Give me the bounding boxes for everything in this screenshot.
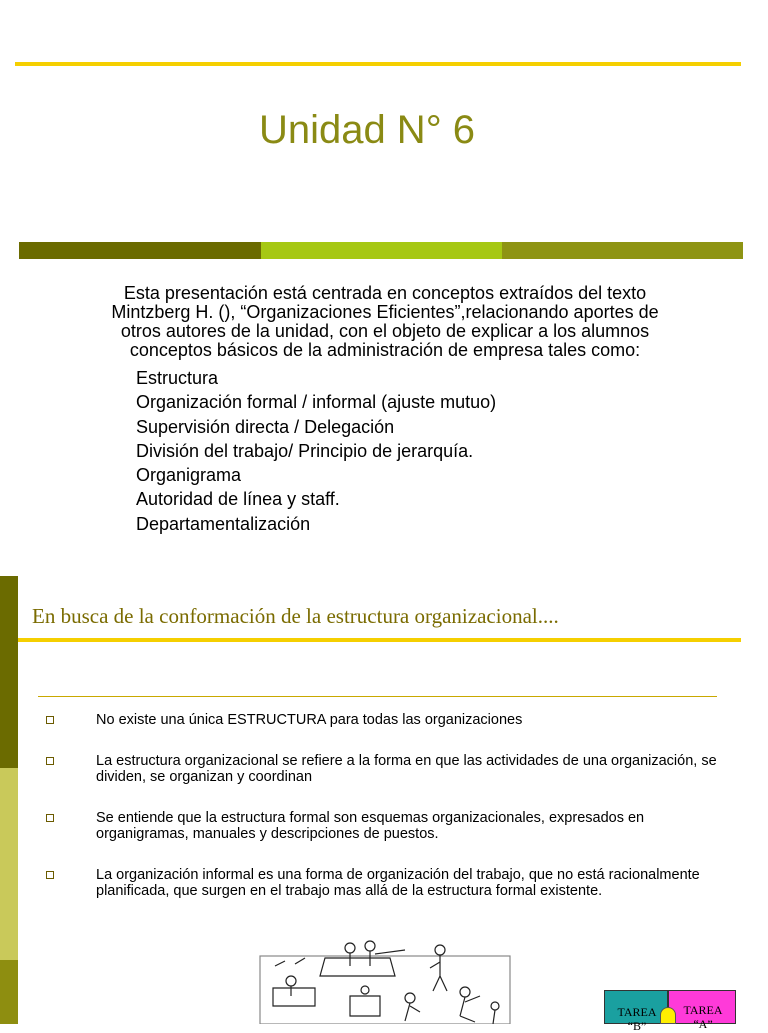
- topic-item: Organización formal / informal (ajuste mutuo): [136, 392, 497, 413]
- left-sidebar-light: [0, 768, 18, 960]
- divider-segment-olive-mid: [502, 242, 743, 259]
- divider-segment-olive: [19, 242, 261, 259]
- office-workers-illustration: [255, 936, 515, 1024]
- divider-segment-lime: [261, 242, 502, 259]
- tarea-b-line2: “B”: [627, 1019, 647, 1033]
- topic-item: Organigrama: [136, 465, 242, 486]
- tarea-a-box: [668, 990, 736, 1031]
- tarea-b-box: [604, 990, 668, 1033]
- slide2-title-underline: [18, 638, 741, 642]
- left-sidebar-olive: [0, 576, 18, 768]
- bullet-text: La organización informal es una forma de organización del trabajo, que no está racionalmente planificada, que surgen en el trabajo mas allá de la estructura formal existente.: [96, 866, 700, 899]
- tarea-diagram: [604, 990, 736, 1033]
- topic-item: Estructura: [136, 368, 219, 388]
- bullet-item: [46, 867, 736, 900]
- square-bullet-icon: [46, 716, 54, 724]
- tarea-b-line1: TAREA: [617, 1005, 657, 1019]
- square-bullet-icon: [46, 757, 54, 765]
- square-bullet-icon: [46, 871, 54, 879]
- connector-bulb-icon: [660, 1007, 676, 1024]
- intro-line: Esta presentación está centrada en conceptos extraídos del texto: [123, 283, 647, 303]
- bullet-list: [46, 712, 736, 900]
- bullet-item: [46, 810, 736, 843]
- left-sidebar-olive-bottom: [0, 960, 18, 1024]
- bullet-text: No existe una única ESTRUCTURA para todas las organizaciones: [96, 712, 523, 728]
- topic-item: Autoridad de línea y staff.: [136, 489, 340, 510]
- tarea-a-label: [669, 1003, 737, 1031]
- bullet-item: [46, 753, 736, 786]
- intro-line: otros autores de la unidad, con el objeto de explicar a los alumnos: [120, 321, 650, 341]
- slide2-title: En busca de la conformación de la estructura organizacional....: [32, 604, 559, 628]
- tarea-a-line2: “A”: [693, 1017, 713, 1031]
- topic-item: Supervisión directa / Delegación: [136, 416, 395, 437]
- square-bullet-icon: [46, 814, 54, 822]
- tricolor-divider: [19, 242, 743, 259]
- topic-item: División del trabajo/ Principio de jerarquía.: [136, 440, 474, 461]
- slide2-thin-rule: [38, 696, 717, 697]
- topic-list: [136, 366, 496, 536]
- topic-item: Departamentalización: [136, 513, 311, 534]
- top-yellow-rule: [15, 62, 741, 66]
- intro-line: conceptos básicos de la administración de empresa tales como:: [129, 340, 641, 360]
- bullet-text: La estructura organizacional se refiere a la forma en que las actividades de una organización, se dividen, se organizan y coordinan: [96, 752, 717, 785]
- slide-title: Unidad N° 6: [258, 108, 476, 152]
- bullet-item: [46, 712, 736, 729]
- tarea-a-line1: TAREA: [683, 1003, 723, 1017]
- intro-line: Mintzberg H. (), “Organizaciones Eficientes”,relacionando aportes de: [111, 302, 659, 322]
- intro-paragraph: [40, 284, 730, 360]
- bullet-text: Se entiende que la estructura formal son esquemas organizacionales, expresados en organigramas, manuales y descripciones de puestos.: [96, 809, 645, 842]
